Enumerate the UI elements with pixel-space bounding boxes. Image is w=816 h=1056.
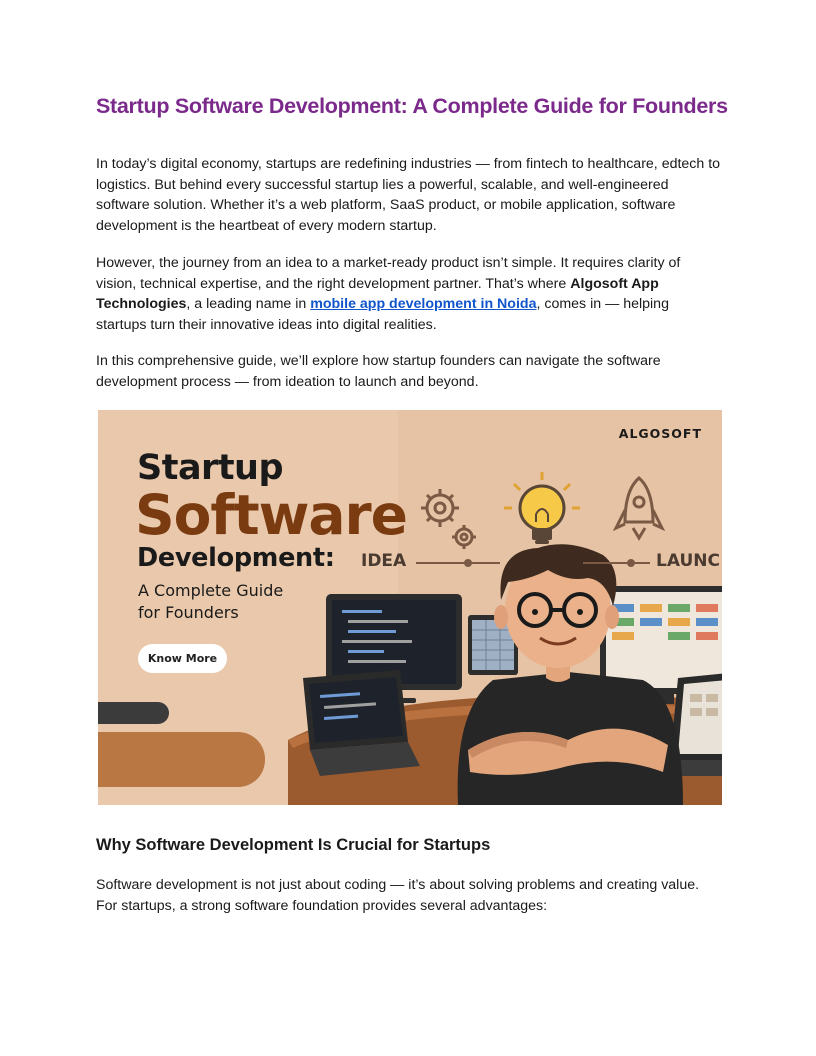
banner-launch-label: LAUNC — [656, 551, 720, 571]
hero-banner-image — [98, 410, 722, 805]
page-title: Startup Software Development: A Complete Guide for Founders — [96, 94, 728, 118]
intro-paragraph: In today’s digital economy, startups are redefining industries — from fintech to healthcare, edtech to logistics. But behind every successful startup lies a powerful, scalable, and well-engineered software solution. Whether it’s a web platform, SaaS product, or mobile application, software development is the heartbeat of every modern startup. — [96, 156, 721, 234]
partner-paragraph — [96, 253, 722, 335]
decorative-bar-dark — [98, 702, 169, 724]
guide-paragraph: In this comprehensive guide, we’ll explore how startup founders can navigate the software development process — from ideation to launch and beyond. — [96, 353, 661, 390]
algosoft-logo: ALGOSOFT — [618, 426, 702, 441]
partner-text-end: , comes in — helping startups turn their innovative ideas into digital realities. — [96, 296, 669, 333]
section-heading: Why Software Development Is Crucial for Startups — [96, 836, 491, 854]
advantages-paragraph: Software development is not just about coding — it’s about solving problems and creating value. For startups, a strong software foundation provides several advantages: — [96, 877, 700, 914]
company-name: Algosoft App Technologies — [96, 275, 659, 312]
partner-text-middle: , a leading name in — [186, 296, 311, 312]
decorative-bar-brown — [98, 732, 265, 787]
banner-headline-development: Development: — [137, 543, 335, 573]
banner-headline-startup: Startup — [137, 448, 284, 488]
banner-subtitle-line1: A Complete Guide — [138, 581, 284, 600]
banner-idea-label: IDEA — [361, 551, 407, 571]
know-more-button[interactable]: Know More — [138, 644, 227, 673]
partner-text-start: However, the journey from an idea to a market-ready product isn’t simple. It requires clarity of vision, technical expertise, and the right development partner. That’s where — [96, 255, 681, 292]
banner-headline-software: Software — [135, 483, 407, 547]
mobile-app-development-link[interactable]: mobile app development in Noida — [310, 296, 537, 312]
banner-subtitle-line2: for Founders — [138, 603, 239, 622]
